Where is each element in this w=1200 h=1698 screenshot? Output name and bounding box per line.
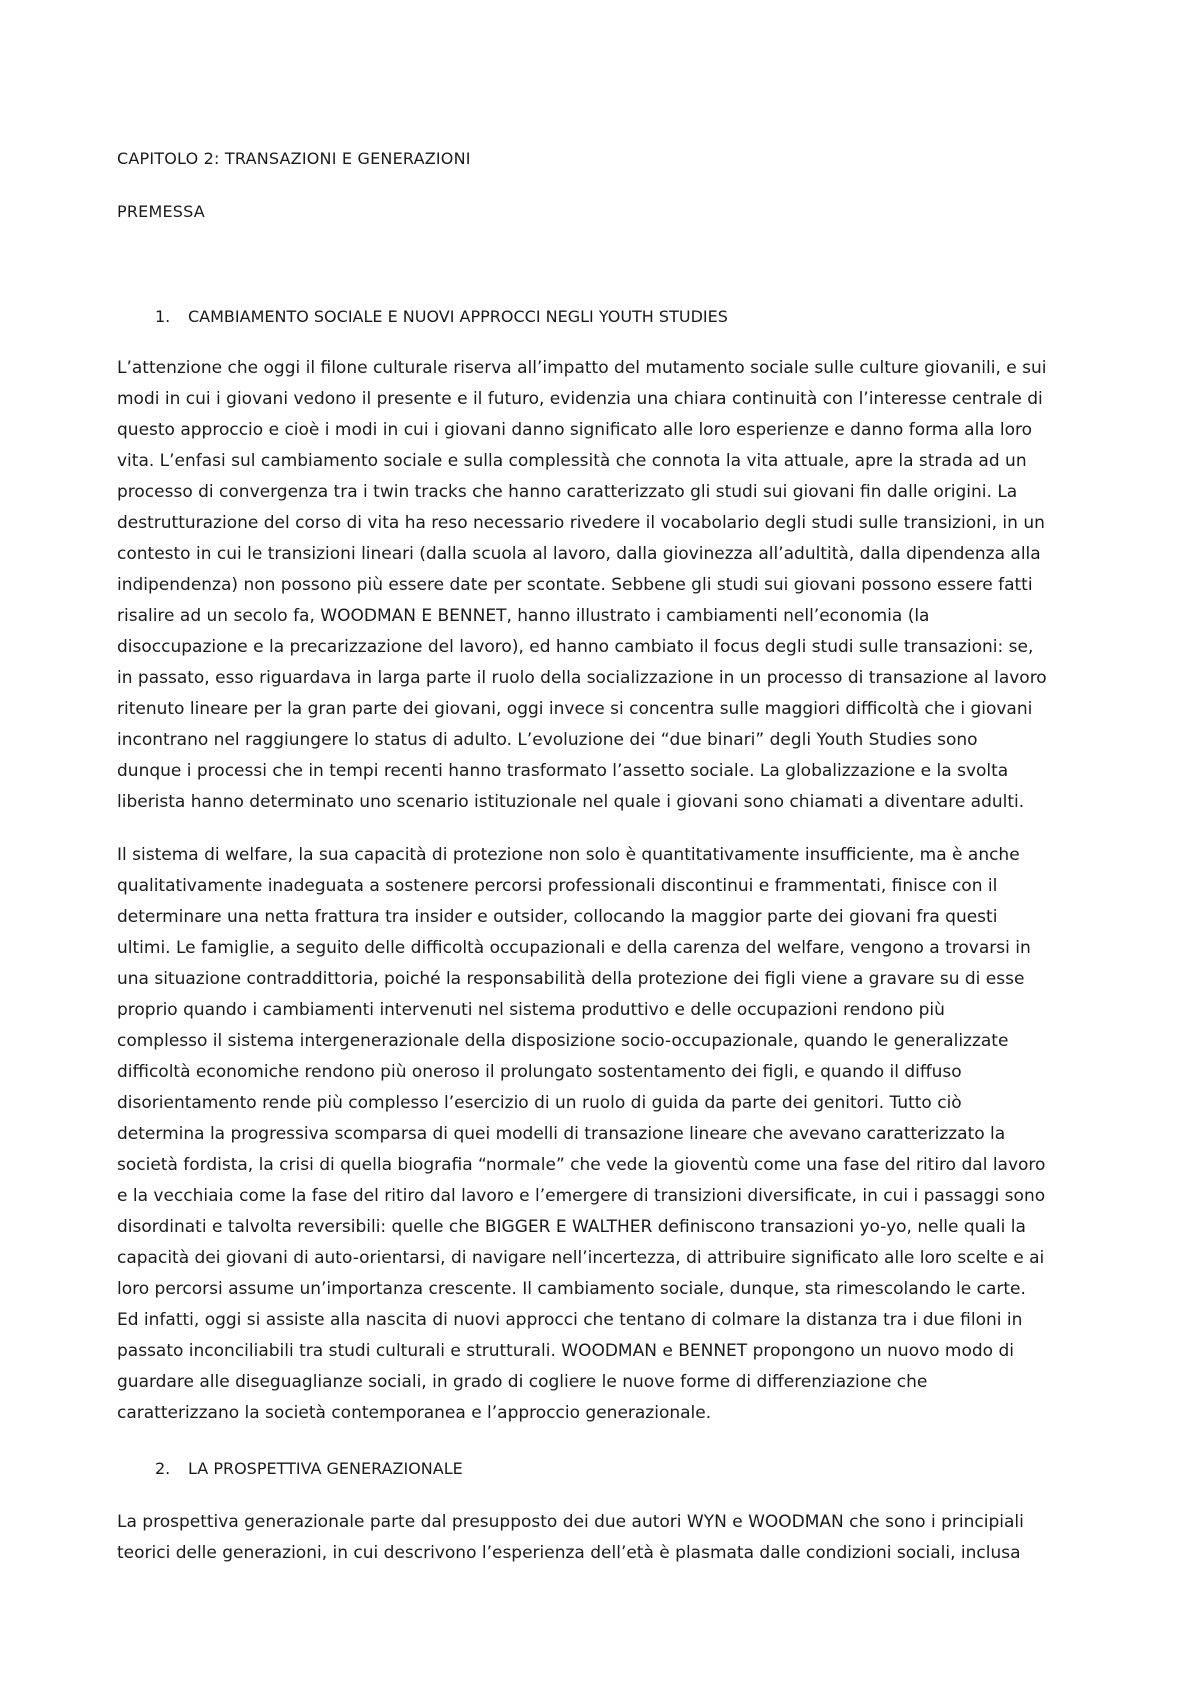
text-line: contesto in cui le transizioni lineari (dalla scuola al lavoro, dalla giovinezza all’adultità, dalla dipendenza alla [117,544,1041,564]
text-line: indipendenza) non possono più essere date per scontate. Sebbene gli studi sui giovani possono essere fatti [117,575,1033,595]
text-line: disoccupazione e la precarizzazione del lavoro), ed hanno cambiato il focus degli studi sulle transazioni: se, [117,637,1034,657]
text-line: modi in cui i giovani vedono il presente e il futuro, evidenzia una chiara continuità con l’interesse centrale di [117,389,1043,409]
text-line: disorientamento rende più complesso l’esercizio di un ruolo di guida da parte dei genitori. Tutto ciò [117,1093,962,1113]
section-title: LA PROSPETTIVA GENERAZIONALE [188,1459,463,1478]
text-line: qualitativamente inadeguata a sostenere percorsi professionali discontinui e frammentati, finisce con il [117,876,998,896]
text-line: La prospettiva generazionale parte dal presupposto dei due autori WYN e WOODMAN che sono i principiali [117,1512,1024,1532]
text-line: vita. L’enfasi sul cambiamento sociale e sulla complessità che connota la vita attuale, apre la strada ad un [117,451,1027,471]
text-line: L’attenzione che oggi il filone culturale riserva all’impatto del mutamento sociale sulle culture giovanili, e sui [117,358,1047,378]
text-line: disordinati e talvolta reversibili: quelle che BIGGER E WALTHER definiscono transazioni yo-yo, nelle quali la [117,1217,1026,1237]
section-number: 2. [155,1459,171,1478]
section-title: CAMBIAMENTO SOCIALE E NUOVI APPROCCI NEGLI YOUTH STUDIES [188,307,728,326]
text-line: proprio quando i cambiamenti intervenuti nel sistema produttivo e delle occupazioni rendono più [117,1000,945,1020]
text-line: passato inconciliabili tra studi culturali e strutturali. WOODMAN e BENNET propongono un nuovo modo di [117,1341,1014,1361]
text-line: determinare una netta frattura tra insider e outsider, collocando la maggior parte dei giovani fra questi [117,907,998,927]
text-line: caratterizzano la società contemporanea e l’approccio generazionale. [117,1403,712,1423]
text-line: Ed infatti, oggi si assiste alla nascita di nuovi approcci che tentano di colmare la distanza tra i due filoni in [117,1310,1023,1330]
text-line: loro percorsi assume un’importanza crescente. Il cambiamento sociale, dunque, sta rimescolando le carte. [117,1279,1026,1299]
text-line: teorici delle generazioni, in cui descrivono l’esperienza dell’età è plasmata dalle condizioni sociali, inclusa [117,1543,1021,1563]
text-line: ultimi. Le famiglie, a seguito delle difficoltà occupazionali e della carenza del welfare, vengono a trovarsi in [117,938,1031,958]
text-line: Il sistema di welfare, la sua capacità di protezione non solo è quantitativamente insufficiente, ma è anche [117,845,1020,865]
text-line: e la vecchiaia come la fase del ritiro dal lavoro e l’emergere di transizioni diversificate, in cui i passaggi sono [117,1186,1046,1206]
chapter-title: CAPITOLO 2: TRANSAZIONI E GENERAZIONI [117,149,471,168]
premessa-heading: PREMESSA [117,202,205,221]
text-line: capacità dei giovani di auto-orientarsi, di navigare nell’incertezza, di attribuire significato alle loro scelte e ai [117,1248,1045,1268]
text-line: processo di convergenza tra i twin tracks che hanno caratterizzato gli studi sui giovani fin dalle origini. La [117,482,1018,502]
text-line: ritenuto lineare per la gran parte dei giovani, oggi invece si concentra sulle maggiori difficoltà che i giovani [117,699,1033,719]
text-line: destrutturazione del corso di vita ha reso necessario rivedere il vocabolario degli studi sulle transizioni, in un [117,513,1045,533]
section-number: 1. [155,307,171,326]
text-line: in passato, esso riguardava in larga parte il ruolo della socializzazione in un processo di transazione al lavoro [117,668,1047,688]
text-line: guardare alle diseguaglianze sociali, in grado di cogliere le nuove forme di differenziazione che [117,1372,928,1392]
text-line: determina la progressiva scomparsa di quei modelli di transazione lineare che avevano caratterizzato la [117,1124,1006,1144]
text-line: dunque i processi che in tempi recenti hanno trasformato l’assetto sociale. La globalizzazione e la svolta [117,761,1009,781]
text-line: difficoltà economiche rendono più oneroso il prolungato sostentamento dei figli, e quando il diffuso [117,1062,962,1082]
text-line: incontrano nel raggiungere lo status di adulto. L’evoluzione dei “due binari” degli Youth Studies sono [117,730,978,750]
text-line: questo approccio e cioè i modi in cui i giovani danno significato alle loro esperienze e danno forma alla loro [117,420,1033,440]
text-line: complesso il sistema intergenerazionale della disposizione socio-occupazionale, quando le generalizzate [117,1031,1009,1051]
text-line: liberista hanno determinato uno scenario istituzionale nel quale i giovani sono chiamati a diventare adulti. [117,792,1025,812]
text-line: una situazione contraddittoria, poiché la responsabilità della protezione dei figli viene a gravare su di esse [117,969,1025,989]
text-line: società fordista, la crisi di quella biografia “normale” che vede la gioventù come una fase del ritiro dal lavoro [117,1155,1046,1175]
text-line: risalire ad un secolo fa, WOODMAN E BENNET, hanno illustrato i cambiamenti nell’economia (la [117,606,930,626]
